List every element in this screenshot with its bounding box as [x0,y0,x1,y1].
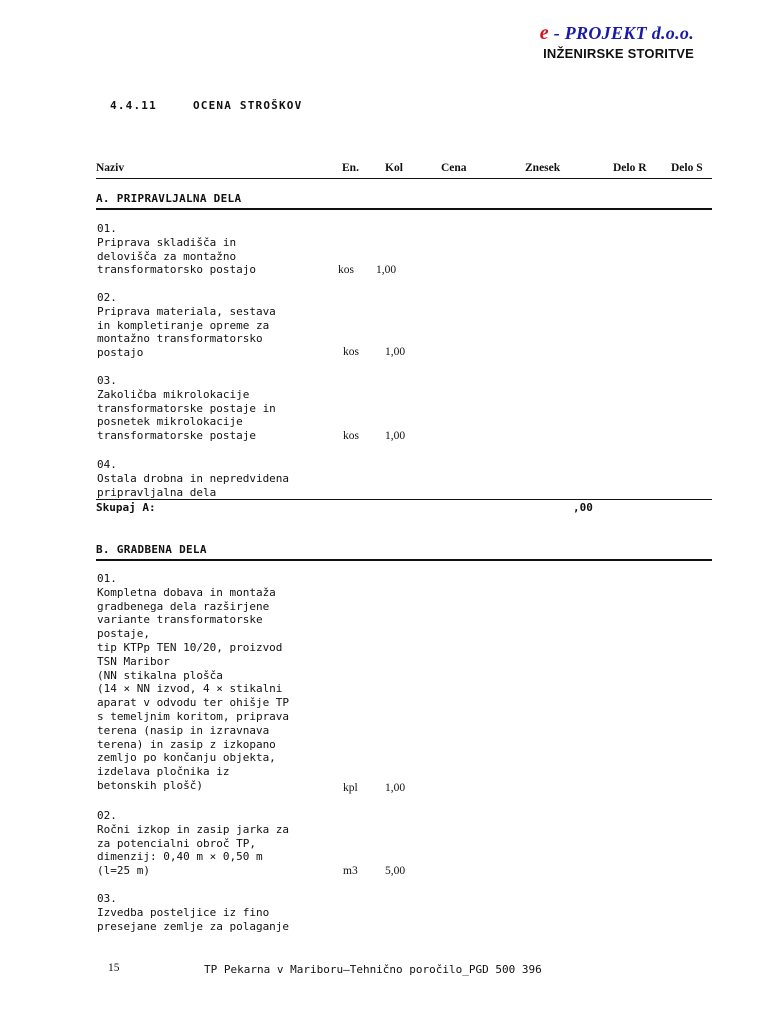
col-znesek: Znesek [525,162,561,174]
item-description: Zakoličba mikrolokacije transformatorske postaje in posnetek mikrolokacije transformatorske postaje [97,387,276,443]
company-name [540,22,694,45]
item-unit: m3 [343,865,358,877]
item-description: Priprava skladišča in delovišča za montažno transformatorsko postajo [97,235,256,277]
section-a-total [96,499,712,515]
list-item [97,458,337,499]
item-description: Kompletna dobava in montaža gradbenega dela razširjene variante transformatorske postaje, tip KTPp TEN 10/20, proizvod TSN Maribor (NN stikalna plošča (14 × NN izvod, 4 × stikalni aparat v odvodu ter ohišje TP s temeljnim koritom, priprava terena (nasip in izravnava terena) in zasip z izkopano zemljo po končanju objekta, izdelava pločnika iz betonskih plošč) [97,585,290,792]
col-delo-s: Delo S [671,162,703,174]
col-kol: Kol [385,162,403,174]
item-number: 02. [97,809,117,822]
col-delo-r: Delo R [613,162,647,174]
item-quantity: 1,00 [376,264,397,276]
section-number: 4.4.11 [110,99,157,112]
item-unit: kos [338,264,354,276]
item-unit: kpl [343,782,358,794]
total-label: Skupaj A: [96,501,156,514]
item-unit: kos [343,346,359,358]
table-header [96,162,712,179]
company-subtitle: INŽENIRSKE STORITVE [543,46,694,61]
logo-text: - PROJEKT d.o.o. [548,23,694,43]
item-number: 03. [97,374,117,387]
item-quantity: 5,00 [385,865,406,877]
page-footer [108,962,542,976]
section-title: OCENA STROŠKOV [192,99,303,112]
item-quantity: 1,00 [385,346,406,358]
col-en: En. [342,162,359,174]
col-cena: Cena [441,162,467,174]
item-description: Priprava materiala, sestava in kompletiranje opreme za montažno transformatorsko postajo [97,304,276,360]
list-item [97,892,337,933]
list-item [97,374,337,443]
col-naziv: Naziv [96,162,125,174]
company-logo [540,22,694,61]
item-quantity: 1,00 [385,430,406,442]
logo-e-mark: e [539,22,549,44]
item-number: 01. [97,222,117,235]
item-number: 04. [97,458,117,471]
item-number: 03. [97,892,117,905]
item-quantity: 1,00 [385,782,406,794]
item-description: Izvedba posteljice iz fino presejane zemlje za polaganje [97,905,290,933]
list-item [97,291,337,360]
item-unit: kos [343,430,359,442]
item-description: Ročni izkop in zasip jarka za za potencialni obroč TP, dimenzij: 0,40 m × 0,50 m (l=25 m) [97,822,290,878]
item-number: 02. [97,291,117,304]
list-item [97,809,337,878]
list-item [97,222,337,277]
list-item [97,572,337,793]
page-number: 15 [108,962,120,974]
item-description: Ostala drobna in nepredvidena pripravljalna dela [97,471,290,499]
document-title: TP Pekarna v Mariboru–Tehnično poročilo_PGD 500 396 [204,963,542,976]
section-heading [110,99,302,112]
section-b-title: B. GRADBENA DELA [96,543,712,561]
total-value: ,00 [573,501,593,514]
item-number: 01. [97,572,117,585]
section-a-title: A. PRIPRAVLJALNA DELA [96,192,712,210]
